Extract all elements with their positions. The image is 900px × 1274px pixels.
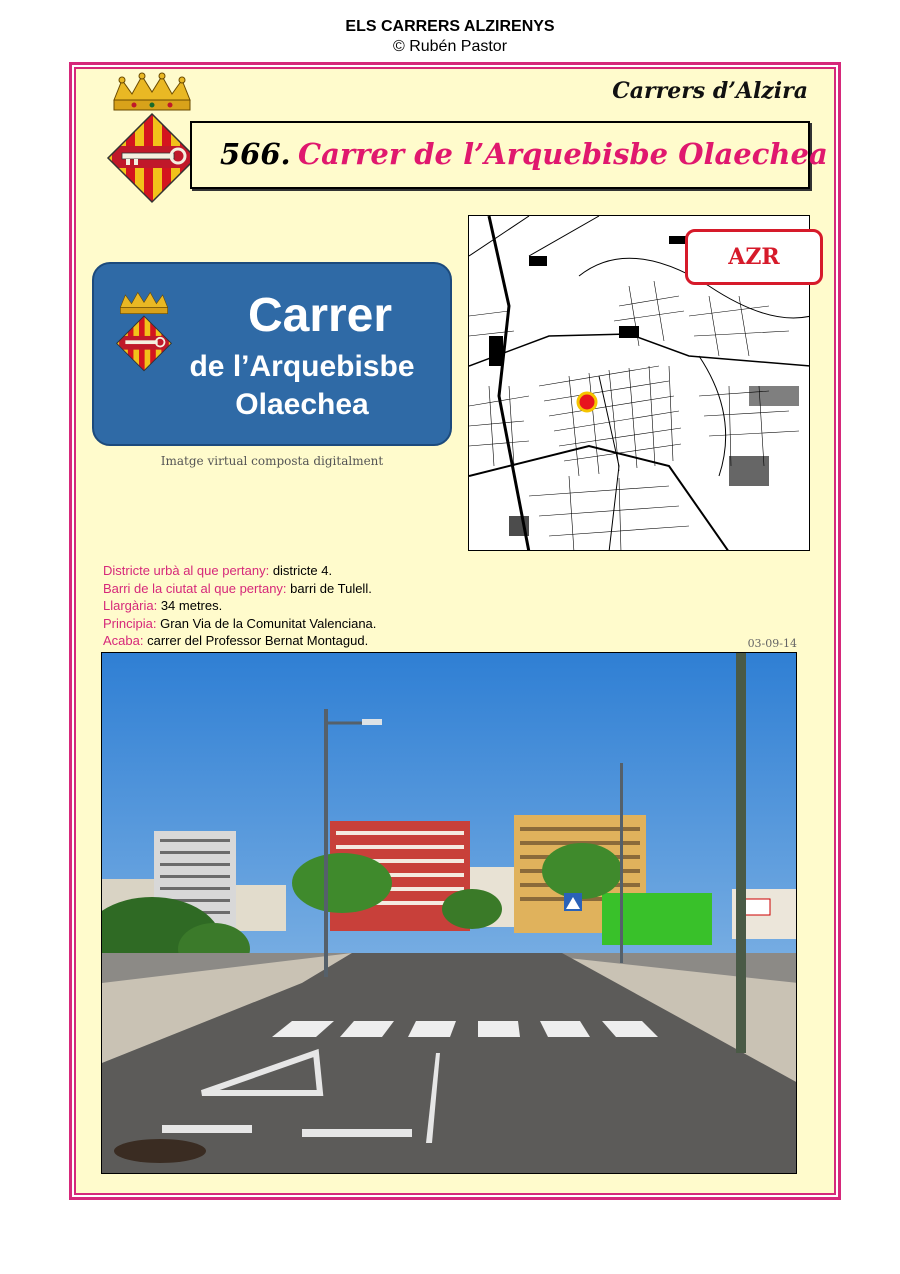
page-header-title: ELS CARRERS ALZIRENYS [345, 18, 555, 35]
sign-caption: Imatge virtual composta digitalment [160, 454, 384, 468]
crown-icon [114, 73, 190, 110]
photo-date: 03-09-14 [747, 637, 797, 650]
info-row-district: Districte urbà al que pertany: districte 4. [103, 563, 333, 578]
sign-line-3: Olaechea [235, 388, 369, 421]
info-row-start: Principia: Gran Via de la Comunitat Valenciana. [103, 615, 377, 631]
street-sign-image [92, 262, 452, 446]
info-row-neighborhood: Barri de la ciutat al que pertany: barri de Tulell. [103, 580, 372, 596]
title-banner [190, 121, 828, 189]
entry-number: 566. [220, 137, 291, 171]
coat-of-arms-logo [104, 72, 200, 204]
sign-line-1: Carrer [247, 289, 393, 342]
sign-line-2: de l’Arquebisbe [189, 350, 415, 383]
series-label: Carrers d’Alzira [612, 78, 808, 104]
map-badge: AZR [685, 229, 823, 285]
street-info [103, 562, 376, 650]
info-row-end: Acaba: carrer del Professor Bernat Montagud. [103, 633, 369, 648]
street-photo [101, 652, 797, 1174]
page-header-copyright: © Rubén Pastor [392, 38, 508, 55]
street-name-title: Carrer de l’Arquebisbe Olaechea [298, 137, 828, 171]
info-row-length: Llargària: 34 metres. [103, 598, 223, 613]
location-marker-icon [578, 393, 596, 411]
